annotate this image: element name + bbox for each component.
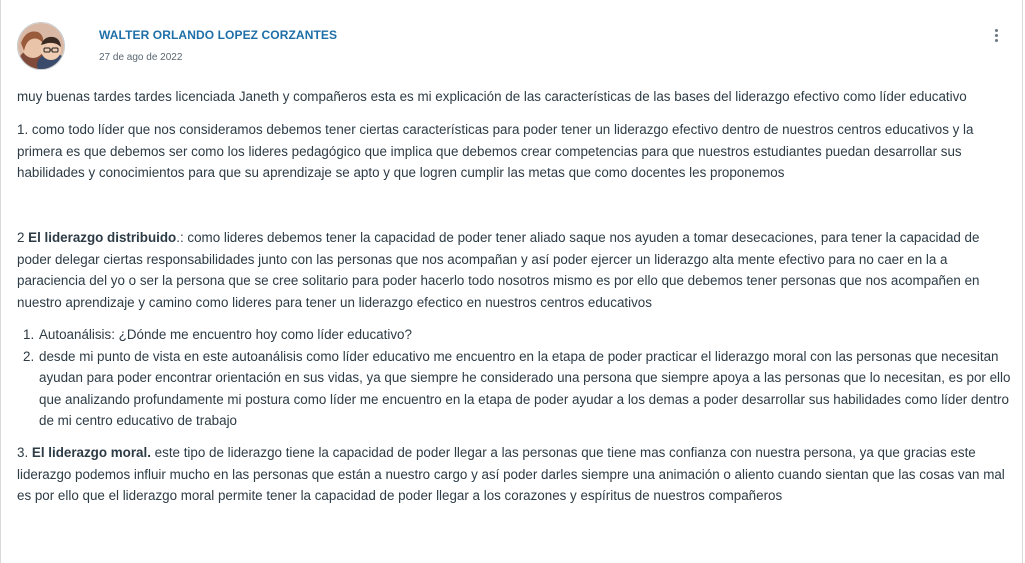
paragraph-two <box>17 227 1013 313</box>
post-date: 27 de ago de 2022 <box>99 52 183 63</box>
intro-paragraph: muy buenas tardes tardes licenciada Janeth y compañeros esta es mi explicación de las características de las bases del liderazgo efectivo como líder educativo <box>17 89 967 104</box>
paragraph-two-text: .: como lideres debemos tener la capacidad de poder tener aliado saque nos ayuden a tomar desecaciones, para tener la capacidad de poder delegar ciertas responsabilidades junto con las personas que nos acompañan y así poder ejercer un liderazgo alta mente efectivo para no caer en la a paraciencia del yo o ser la persona que se cree solitario para poder hacerlo todo nosotros mismo es por ello que debemos tener personas que nos acompañen en nuestro aprendizaje y camino como lideres para tener un liderazgo efectico en nuestros centros educativos <box>17 230 980 310</box>
avatar[interactable] <box>17 22 65 70</box>
ordered-list <box>17 324 1013 432</box>
list-item-text: desde mi punto de vista en este autoanálisis como líder educativo me encuentro en la etapa de poder practicar el liderazgo moral con las personas que necesitan ayudan para poder encontrar orientación en sus vidas, ya que siempre he considerado una persona que siempre apoya a las personas que lo necesitan, es por ello que analizando profundamente mi postura como líder me encuentro en la etapa de poder ayudar a los demas a poder desarrollar sus habilidades como líder dentro de mi centro educativo de trabajo <box>39 348 1011 429</box>
kebab-vertical-icon[interactable] <box>989 29 1003 47</box>
paragraph-one: 1. como todo líder que nos consideramos debemos tener ciertas características para poder tener un liderazgo efectivo dentro de nuestros centros educativos y la primera es que debemos ser como los lideres pedagógico que implica que debemos crear competencias para que nuestros estudiantes puedan desarrollar sus habilidades y conocimientos para que su aprendizaje se apto y que logren cumplir las metas que como docentes les proponemos <box>17 122 974 181</box>
avatar-photo-icon <box>18 23 65 70</box>
paragraph-three-heading: El liderazgo moral. <box>31 445 151 460</box>
list-item <box>17 324 1013 346</box>
paragraph-three-text: este tipo de liderazgo tiene la capacidad de poder llegar a las personas que tiene mas confianza con nuestra persona, ya que gracias este liderazgo podemos influir mucho en las personas que están a nuestro cargo y así poder darles siempre una animación o aliento cuando sientan que las cosas van mal es por ello que el liderazgo moral permite tener la capacidad de poder llegar a los corazones y espíritus de nuestros compañeros <box>17 445 1005 504</box>
paragraph-three-prefix: 3. <box>17 445 32 460</box>
list-item-number: 2. <box>23 348 35 364</box>
paragraph-three <box>17 442 1013 507</box>
paragraph-two-heading: El liderazgo distribuido <box>28 230 177 245</box>
list-item-number: 1. <box>23 327 35 342</box>
entry-header <box>1 0 1024 80</box>
paragraph-two-prefix: 2 <box>17 230 29 245</box>
author-name[interactable]: WALTER ORLANDO LOPEZ CORZANTES <box>99 28 338 42</box>
list-item-text: Autoanálisis: ¿Dónde me encuentro hoy como líder educativo? <box>39 327 412 342</box>
list-item <box>17 346 1013 432</box>
